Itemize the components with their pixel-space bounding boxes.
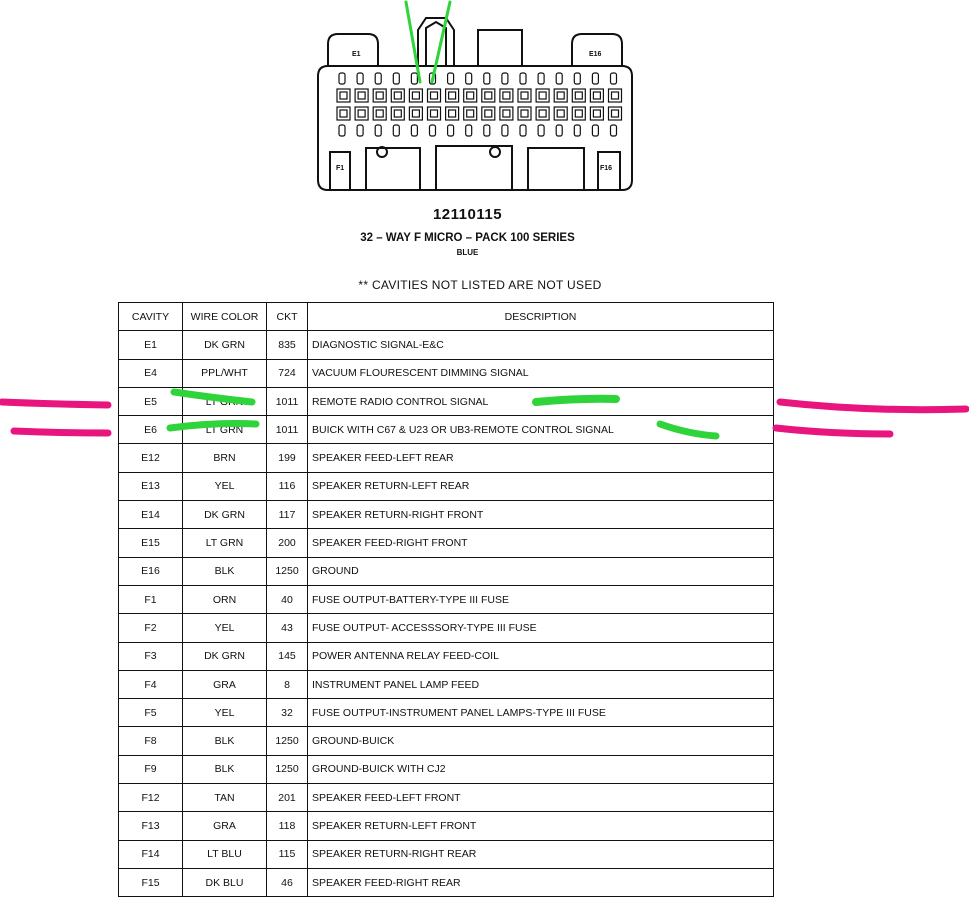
magenta-mark-e5-right — [780, 402, 966, 410]
cavity-slot-top — [592, 73, 598, 84]
cell-wire-color: GRA — [183, 812, 267, 840]
cavity-f — [536, 107, 549, 120]
cavity-e — [391, 89, 404, 102]
cell-description: FUSE OUTPUT- ACCESSSORY-TYPE III FUSE — [308, 614, 774, 642]
cavity-f — [391, 107, 404, 120]
cavity-slot-bottom — [611, 125, 617, 136]
cell-cavity: F3 — [119, 642, 183, 670]
table-body — [119, 331, 774, 897]
cell-wire-color: DK GRN — [183, 331, 267, 359]
cell-description: REMOTE RADIO CONTROL SIGNAL — [308, 387, 774, 415]
table-row — [119, 784, 774, 812]
cavity-e — [590, 89, 603, 102]
cavity-inner — [539, 92, 546, 99]
cavity-e — [500, 89, 513, 102]
cell-wire-color: DK BLU — [183, 868, 267, 896]
cell-wire-color: LT GRN — [183, 529, 267, 557]
cell-ckt: 40 — [267, 585, 308, 613]
cell-description: GROUND — [308, 557, 774, 585]
cell-wire-color: BLK — [183, 727, 267, 755]
cavity-e — [572, 89, 585, 102]
cell-cavity: E14 — [119, 501, 183, 529]
cell-cavity: E4 — [119, 359, 183, 387]
label-f1: F1 — [336, 165, 345, 172]
cavity-inner — [412, 110, 419, 117]
cell-description: SPEAKER RETURN-RIGHT FRONT — [308, 501, 774, 529]
cavity-f — [590, 107, 603, 120]
cell-wire-color: ORN — [183, 585, 267, 613]
magenta-mark-e5-left — [2, 402, 108, 405]
header-wire-color: WIRE COLOR — [183, 303, 267, 331]
cavity-slot-top — [520, 73, 526, 84]
cavity-slot-bottom — [430, 125, 436, 136]
cavity-inner — [431, 110, 438, 117]
cell-wire-color: GRA — [183, 670, 267, 698]
cell-wire-color: LT GRN — [183, 387, 267, 415]
cavity-inner — [412, 92, 419, 99]
cavity-slot-top — [393, 73, 399, 84]
table-row — [119, 501, 774, 529]
cavity-inner — [449, 110, 456, 117]
cavity-slot-bottom — [393, 125, 399, 136]
table-row — [119, 670, 774, 698]
cavity-e — [482, 89, 495, 102]
cavity-slot-bottom — [411, 125, 417, 136]
cavity-inner — [467, 110, 474, 117]
cavity-slot-bottom — [339, 125, 345, 136]
cell-ckt: 201 — [267, 784, 308, 812]
cavity-inner — [539, 110, 546, 117]
cell-wire-color: BRN — [183, 444, 267, 472]
header-description: DESCRIPTION — [308, 303, 774, 331]
cell-cavity: F1 — [119, 585, 183, 613]
cell-description: GROUND-BUICK — [308, 727, 774, 755]
cell-wire-color: LT BLU — [183, 840, 267, 868]
cell-description: GROUND-BUICK WITH CJ2 — [308, 755, 774, 783]
cell-description: BUICK WITH C67 & U23 OR UB3-REMOTE CONTROL SIGNAL — [308, 416, 774, 444]
cell-ckt: 199 — [267, 444, 308, 472]
cell-cavity: F4 — [119, 670, 183, 698]
cell-cavity: F5 — [119, 699, 183, 727]
cavity-inner — [575, 110, 582, 117]
cavity-inner — [521, 110, 528, 117]
cell-cavity: F13 — [119, 812, 183, 840]
cell-cavity: E16 — [119, 557, 183, 585]
cell-ckt: 115 — [267, 840, 308, 868]
cavity-slot-bottom — [484, 125, 490, 136]
cell-wire-color: YEL — [183, 699, 267, 727]
pinout-table — [118, 302, 774, 897]
cavity-inner — [376, 92, 383, 99]
cell-wire-color: DK GRN — [183, 501, 267, 529]
cavity-inner — [394, 92, 401, 99]
cavity-e — [373, 89, 386, 102]
cell-cavity: E13 — [119, 472, 183, 500]
table-row — [119, 529, 774, 557]
label-e1: E1 — [352, 51, 361, 58]
cavity-e — [355, 89, 368, 102]
table-row — [119, 359, 774, 387]
cavity-slot-bottom — [556, 125, 562, 136]
cavity-f — [355, 107, 368, 120]
cell-ckt: 118 — [267, 812, 308, 840]
cell-wire-color: PPL/WHT — [183, 359, 267, 387]
cavity-slot-bottom — [448, 125, 454, 136]
table-header-row — [119, 303, 774, 331]
header-cavity: CAVITY — [119, 303, 183, 331]
cavity-slot-bottom — [574, 125, 580, 136]
cavity-slot-top — [448, 73, 454, 84]
cell-ckt: 1011 — [267, 416, 308, 444]
magenta-mark-e6-right — [776, 428, 890, 434]
cell-description: FUSE OUTPUT-BATTERY-TYPE III FUSE — [308, 585, 774, 613]
cavity-slot-bottom — [502, 125, 508, 136]
cell-wire-color: TAN — [183, 784, 267, 812]
cavity-slot-top — [466, 73, 472, 84]
cavity-slot-bottom — [357, 125, 363, 136]
cavity-f — [500, 107, 513, 120]
cavity-inner — [557, 110, 564, 117]
cavity-inner — [340, 92, 347, 99]
cell-cavity: E6 — [119, 416, 183, 444]
cell-cavity: E5 — [119, 387, 183, 415]
label-e16: E16 — [589, 51, 602, 58]
cavity-slot-bottom — [520, 125, 526, 136]
cell-ckt: 116 — [267, 472, 308, 500]
cavity-inner — [340, 110, 347, 117]
cavity-inner — [376, 110, 383, 117]
table-row — [119, 387, 774, 415]
cell-ckt: 32 — [267, 699, 308, 727]
cavity-inner — [557, 92, 564, 99]
cavity-e — [518, 89, 531, 102]
cavity-slot-top — [574, 73, 580, 84]
cavity-inner — [503, 110, 510, 117]
part-number: 12110115 — [432, 206, 503, 223]
cell-description: VACUUM FLOURESCENT DIMMING SIGNAL — [308, 359, 774, 387]
table-row — [119, 557, 774, 585]
cell-cavity: E15 — [119, 529, 183, 557]
connector-name: 32 – WAY F MICRO – PACK 100 SERIES — [360, 232, 575, 244]
connector-color: BLUE — [456, 248, 479, 257]
cavity-slot-top — [375, 73, 381, 84]
cell-cavity: F2 — [119, 614, 183, 642]
cavity-inner — [521, 92, 528, 99]
cell-cavity: F9 — [119, 755, 183, 783]
cavity-f — [572, 107, 585, 120]
cell-description: INSTRUMENT PANEL LAMP FEED — [308, 670, 774, 698]
cell-description: SPEAKER RETURN-LEFT FRONT — [308, 812, 774, 840]
cell-description: POWER ANTENNA RELAY FEED-COIL — [308, 642, 774, 670]
cavity-slot-top — [484, 73, 490, 84]
table-row — [119, 416, 774, 444]
cavity-inner — [485, 110, 492, 117]
table-row — [119, 472, 774, 500]
table-row — [119, 614, 774, 642]
cavity-inner — [431, 92, 438, 99]
table-row — [119, 812, 774, 840]
cavity-f — [446, 107, 459, 120]
table-row — [119, 755, 774, 783]
cell-ckt: 117 — [267, 501, 308, 529]
cell-wire-color: BLK — [183, 755, 267, 783]
cavity-slot-top — [430, 73, 436, 84]
cavity-slot-top — [538, 73, 544, 84]
cavity-e — [536, 89, 549, 102]
cell-cavity: F8 — [119, 727, 183, 755]
table-row — [119, 868, 774, 896]
cavity-inner — [593, 110, 600, 117]
cavity-inner — [467, 92, 474, 99]
cavity-e — [554, 89, 567, 102]
cavity-inner — [358, 92, 365, 99]
cell-ckt: 46 — [267, 868, 308, 896]
cavity-slot-bottom — [538, 125, 544, 136]
cavity-e — [446, 89, 459, 102]
cell-ckt: 835 — [267, 331, 308, 359]
cell-description: FUSE OUTPUT-INSTRUMENT PANEL LAMPS-TYPE III FUSE — [308, 699, 774, 727]
cavity-e — [409, 89, 422, 102]
cell-ckt: 145 — [267, 642, 308, 670]
cavity-e — [464, 89, 477, 102]
cavity-inner — [575, 92, 582, 99]
cell-description: SPEAKER FEED-LEFT FRONT — [308, 784, 774, 812]
cell-description: SPEAKER FEED-LEFT REAR — [308, 444, 774, 472]
cavity-f — [428, 107, 441, 120]
header-ckt: CKT — [267, 303, 308, 331]
cavity-inner — [485, 92, 492, 99]
cavity-inner — [593, 92, 600, 99]
cavity-slot-bottom — [592, 125, 598, 136]
cavity-slot-top — [502, 73, 508, 84]
cavity-slot-bottom — [375, 125, 381, 136]
table-row — [119, 331, 774, 359]
cell-ckt: 8 — [267, 670, 308, 698]
cell-description: SPEAKER RETURN-LEFT REAR — [308, 472, 774, 500]
table-row — [119, 840, 774, 868]
cavity-inner — [503, 92, 510, 99]
cavity-slot-top — [411, 73, 417, 84]
table-row — [119, 699, 774, 727]
cavity-slot-bottom — [466, 125, 472, 136]
connector-diagram — [300, 0, 650, 200]
label-f16: F16 — [600, 165, 613, 172]
cell-ckt: 1250 — [267, 755, 308, 783]
cell-ckt: 43 — [267, 614, 308, 642]
cell-description: DIAGNOSTIC SIGNAL-E&C — [308, 331, 774, 359]
cavity-inner — [358, 110, 365, 117]
cavity-slot-top — [611, 73, 617, 84]
cell-ckt: 200 — [267, 529, 308, 557]
table-row — [119, 444, 774, 472]
magenta-mark-e6-left — [14, 431, 108, 433]
cell-cavity: F12 — [119, 784, 183, 812]
cell-cavity: E12 — [119, 444, 183, 472]
cell-wire-color: BLK — [183, 557, 267, 585]
cavity-slot-top — [357, 73, 363, 84]
cell-ckt: 1250 — [267, 727, 308, 755]
cell-wire-color: YEL — [183, 472, 267, 500]
cell-ckt: 1250 — [267, 557, 308, 585]
unused-cavities-note: ** CAVITIES NOT LISTED ARE NOT USED — [358, 278, 602, 292]
table-row — [119, 585, 774, 613]
cell-cavity: F14 — [119, 840, 183, 868]
cavity-f — [464, 107, 477, 120]
cell-cavity: E1 — [119, 331, 183, 359]
cavity-f — [409, 107, 422, 120]
cavity-e — [609, 89, 622, 102]
cell-description: SPEAKER FEED-RIGHT FRONT — [308, 529, 774, 557]
cavity-slot-top — [339, 73, 345, 84]
cell-description: SPEAKER FEED-RIGHT REAR — [308, 868, 774, 896]
table-row — [119, 727, 774, 755]
cavity-f — [554, 107, 567, 120]
cavity-inner — [612, 110, 619, 117]
cavity-e — [428, 89, 441, 102]
cell-cavity: F15 — [119, 868, 183, 896]
cavity-inner — [449, 92, 456, 99]
cell-wire-color: DK GRN — [183, 642, 267, 670]
cavity-slot-top — [556, 73, 562, 84]
cell-ckt: 1011 — [267, 387, 308, 415]
table-row — [119, 642, 774, 670]
cell-wire-color: LT GRN — [183, 416, 267, 444]
cavity-f — [373, 107, 386, 120]
cell-ckt: 724 — [267, 359, 308, 387]
cavity-f — [518, 107, 531, 120]
cavity-f — [609, 107, 622, 120]
cavity-e — [337, 89, 350, 102]
cavity-f — [337, 107, 350, 120]
cavity-f — [482, 107, 495, 120]
cavity-inner — [394, 110, 401, 117]
cavity-inner — [612, 92, 619, 99]
cell-description: SPEAKER RETURN-RIGHT REAR — [308, 840, 774, 868]
cell-wire-color: YEL — [183, 614, 267, 642]
